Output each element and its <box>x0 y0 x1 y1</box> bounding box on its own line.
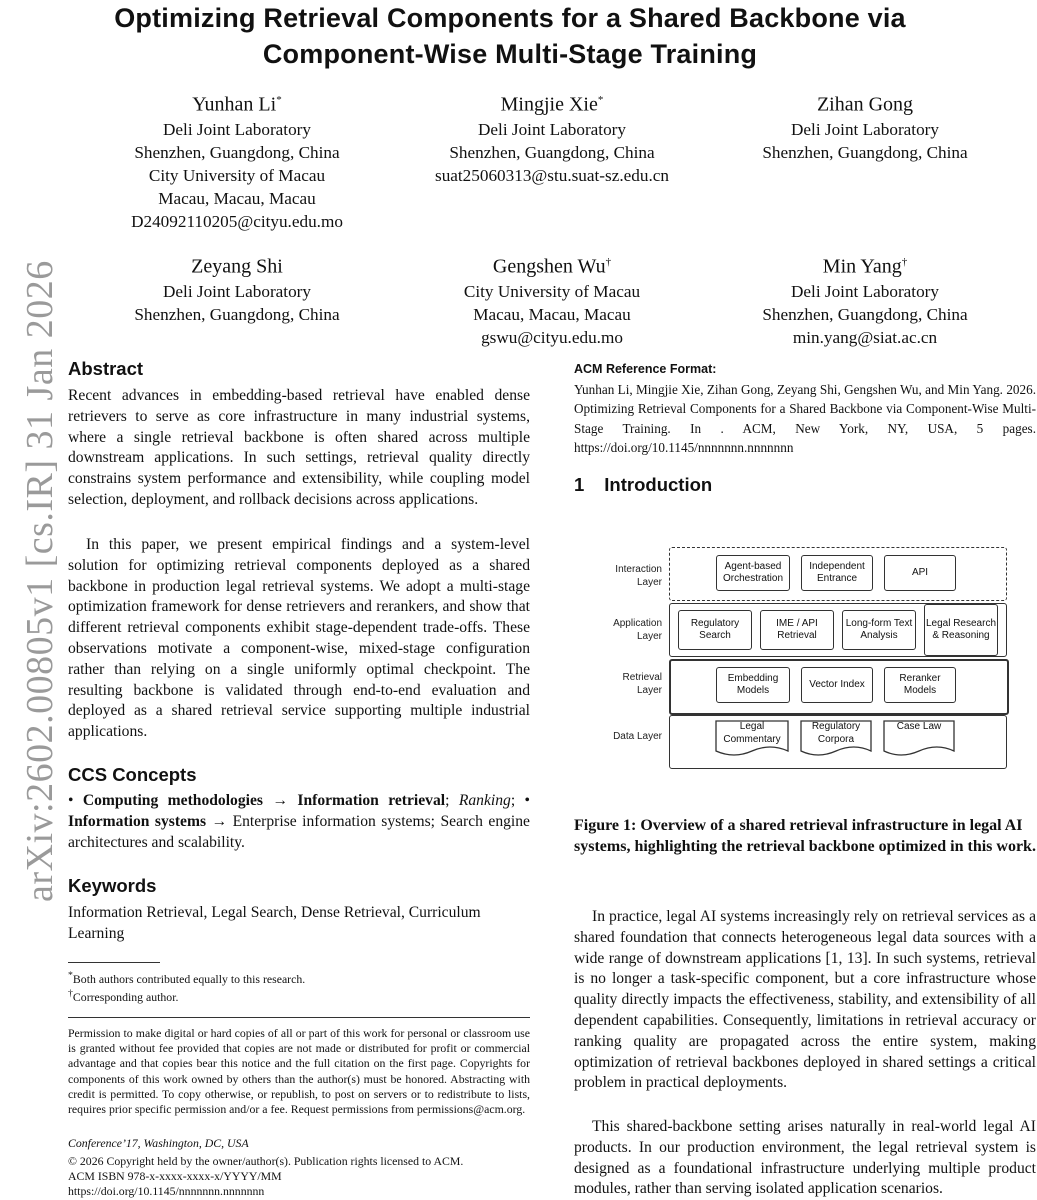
figure-caption: Figure 1: Overview of a shared retrieval infrastructure in legal AI systems, highlighting the retrieval backbone optimized in this work. <box>574 817 1036 855</box>
author-affiliation: Shenzhen, Guangdong, China <box>134 304 340 324</box>
footnote-equal-contribution: *Both authors contributed equally to this research. <box>68 970 306 986</box>
node-independent-entrance: Independent Entrance <box>801 555 873 591</box>
ccs-concept: Information systems <box>68 812 207 830</box>
node-agent-orchestration: Agent-based Orchestration <box>716 555 790 591</box>
author-affiliation: Deli Joint Laboratory <box>791 281 939 301</box>
footnote-corresponding: †Corresponding author. <box>68 988 179 1004</box>
author-affiliation: Shenzhen, Guangdong, China <box>762 304 968 324</box>
node-reranker-models: Reranker Models <box>884 667 956 703</box>
ccs-text: • Computing methodologies → Information retrieval; Ranking; • Information systems → Enterprise information systems; Search engine architectures and scalability. <box>68 792 531 851</box>
isbn-line: ACM ISBN 978-x-xxxx-xxxx-x/YYYY/MM <box>68 1169 282 1183</box>
author-block <box>117 88 357 233</box>
node-ime-api-retrieval: IME / API Retrieval <box>760 610 834 650</box>
layer-label-interaction: Interaction Layer <box>615 564 662 588</box>
abstract-paragraph-1: Recent advances in embedding-based retrieval have enabled dense retrievers to serve as core infrastructure in many industrial systems, where a single retrieval backbone is often shared across multiple downstream applications. In such settings, retrieval quality directly constrains system performance and extensibility, while coupling model selection, deployment, and rollback decisions across applications. <box>68 387 530 508</box>
author-name: Zeyang Shi <box>191 255 283 278</box>
author-affiliation: Macau, Macau, Macau <box>158 188 316 208</box>
abstract-heading: Abstract <box>68 358 144 379</box>
author-affiliation: Deli Joint Laboratory <box>478 119 626 139</box>
node-regulatory-search: Regulatory Search <box>678 610 752 650</box>
title-line-1: Optimizing Retrieval Components for a Shared Backbone via <box>114 3 906 33</box>
author-affiliation: Shenzhen, Guangdong, China <box>134 142 340 162</box>
keywords-heading: Keywords <box>68 875 157 896</box>
ccs-concept: Ranking <box>458 792 511 809</box>
copyright-line: © 2026 Copyright held by the owner/author(s). Publication rights licensed to ACM. <box>68 1154 464 1168</box>
acm-reference-heading: ACM Reference Format: <box>574 362 717 376</box>
author-affiliation: Deli Joint Laboratory <box>791 119 939 139</box>
node-case-law: Case Law <box>896 721 942 732</box>
author-block <box>745 250 985 349</box>
author-affiliation: Macau, Macau, Macau <box>473 304 631 324</box>
author-email: min.yang@siat.ac.cn <box>792 327 938 347</box>
author-affiliation: City University of Macau <box>463 281 641 301</box>
intro-paragraph-2: This shared-backbone setting arises naturally in real-world legal AI products. In our production environment, the legal retrieval system is designed as a foundational infrastructure underlying multiple product modules, rather than serving isolated application scenarios. <box>574 1118 1036 1198</box>
node-regulatory-corpora: Regulatory Corpora <box>811 721 861 745</box>
author-block <box>397 88 707 187</box>
section-heading-introduction: 1 Introduction <box>574 474 713 495</box>
author-affiliation: Shenzhen, Guangdong, China <box>449 142 655 162</box>
ccs-concept: Enterprise information systems; Search engine architectures and scalability. <box>68 812 530 851</box>
paper-title <box>40 0 980 72</box>
conference-name: Conference’17, Washington, DC, USA <box>68 1136 249 1150</box>
ccs-heading: CCS Concepts <box>68 764 197 785</box>
permission-rule <box>68 1017 530 1018</box>
author-name: Zihan Gong <box>816 93 914 116</box>
node-long-form-analysis: Long-form Text Analysis <box>842 610 916 650</box>
node-vector-index: Vector Index <box>801 667 873 703</box>
author-email: suat25060313@stu.suat-sz.edu.cn <box>435 165 669 185</box>
layer-label-data: Data Layer <box>613 731 662 742</box>
author-affiliation: Deli Joint Laboratory <box>163 281 311 301</box>
node-legal-research: Legal Research & Reasoning <box>924 604 998 656</box>
footnote-rule <box>68 962 160 963</box>
acm-reference-text: Yunhan Li, Mingjie Xie, Zihan Gong, Zeyang Shi, Gengshen Wu, and Min Yang. 2026. Optimizing Retrieval Components for a Shared Backbone via Component-Wise Multi-Stage Training. In . ACM, New York, NY, USA, 5 pages. https://doi.org/10.1145/nnnnnnn.nnnnnnn <box>574 382 1036 456</box>
author-affiliation: Deli Joint Laboratory <box>163 119 311 139</box>
arxiv-id: arXiv:2602.00805v1 [cs.IR] 31 Jan 2026 <box>19 260 61 902</box>
doi-line: https://doi.org/10.1145/nnnnnnn.nnnnnnn <box>68 1184 265 1198</box>
node-legal-commentary: Legal Commentary <box>723 721 781 745</box>
author-email: D24092110205@cityu.edu.mo <box>131 211 343 231</box>
ccs-concept: Information retrieval <box>297 792 446 809</box>
author-block <box>745 88 985 164</box>
layer-label-retrieval: Retrieval Layer <box>622 672 662 696</box>
author-name: Gengshen Wu† <box>492 255 612 278</box>
author-affiliation: Shenzhen, Guangdong, China <box>762 142 968 162</box>
keywords-text: Information Retrieval, Legal Search, Dense Retrieval, Curriculum Learning <box>68 904 481 942</box>
author-name: Yunhan Li* <box>192 93 282 116</box>
intro-paragraph-1: In practice, legal AI systems increasingly rely on retrieval services as a shared foundation that connects heterogeneous legal data sources with a wide range of downstream applications [1, 13]. In such systems, retrieval is no longer a task-specific component, but a core infrastructure whose quality directly impacts the effectiveness, stability, and extensibility of all dependent capabilities. Consequently, limitations in retrieval accuracy or ranking quality are propagated across the entire system, making optimization of retrieval backbones deployed in shared settings a critical problem in practical deployments. <box>574 908 1036 1092</box>
layer-label-application: Application Layer <box>613 618 662 642</box>
node-embedding-models: Embedding Models <box>716 667 790 703</box>
author-email: gswu@cityu.edu.mo <box>481 327 623 347</box>
author-block <box>427 250 677 349</box>
author-name: Mingjie Xie* <box>500 93 604 116</box>
abstract-paragraph-2: In this paper, we present empirical findings and a system-level solution for optimizing retrieval components deployed as a shared backbone in production legal retrieval systems. We adopt a multi-stage optimization framework for dense retrievers and rerankers, and show that different retrieval components exhibit stage-dependent trade-offs. These observations motivate a component-wise, mixed-stage configuration rather than relying on a single uniformly optimal checkpoint. The resulting backbone is validated through end-to-end evaluation and deployed as a shared retrieval service supporting multiple industrial applications. <box>68 536 530 741</box>
figure-1 <box>598 543 1008 773</box>
title-line-2: Component-Wise Multi-Stage Training <box>262 39 758 69</box>
author-block <box>117 250 357 326</box>
permission-text: Permission to make digital or hard copies of all or part of this work for personal or classroom use is granted without fee provided that copies are not made or distributed for profit or commercial advantage and that copies bear this notice and the full citation on the first page. Copyrights for components of this work owned by others than the author(s) must be honored. Abstracting with credit is permitted. To copy otherwise, or republish, to post on servers or to redistribute to lists, requires prior specific permission and/or a fee. Request permissions from permissions@acm.org. <box>68 1026 530 1117</box>
author-name: Min Yang† <box>822 255 908 278</box>
node-api: API <box>884 555 956 591</box>
author-affiliation: City University of Macau <box>148 165 326 185</box>
ccs-concept: Computing methodologies <box>82 792 263 809</box>
